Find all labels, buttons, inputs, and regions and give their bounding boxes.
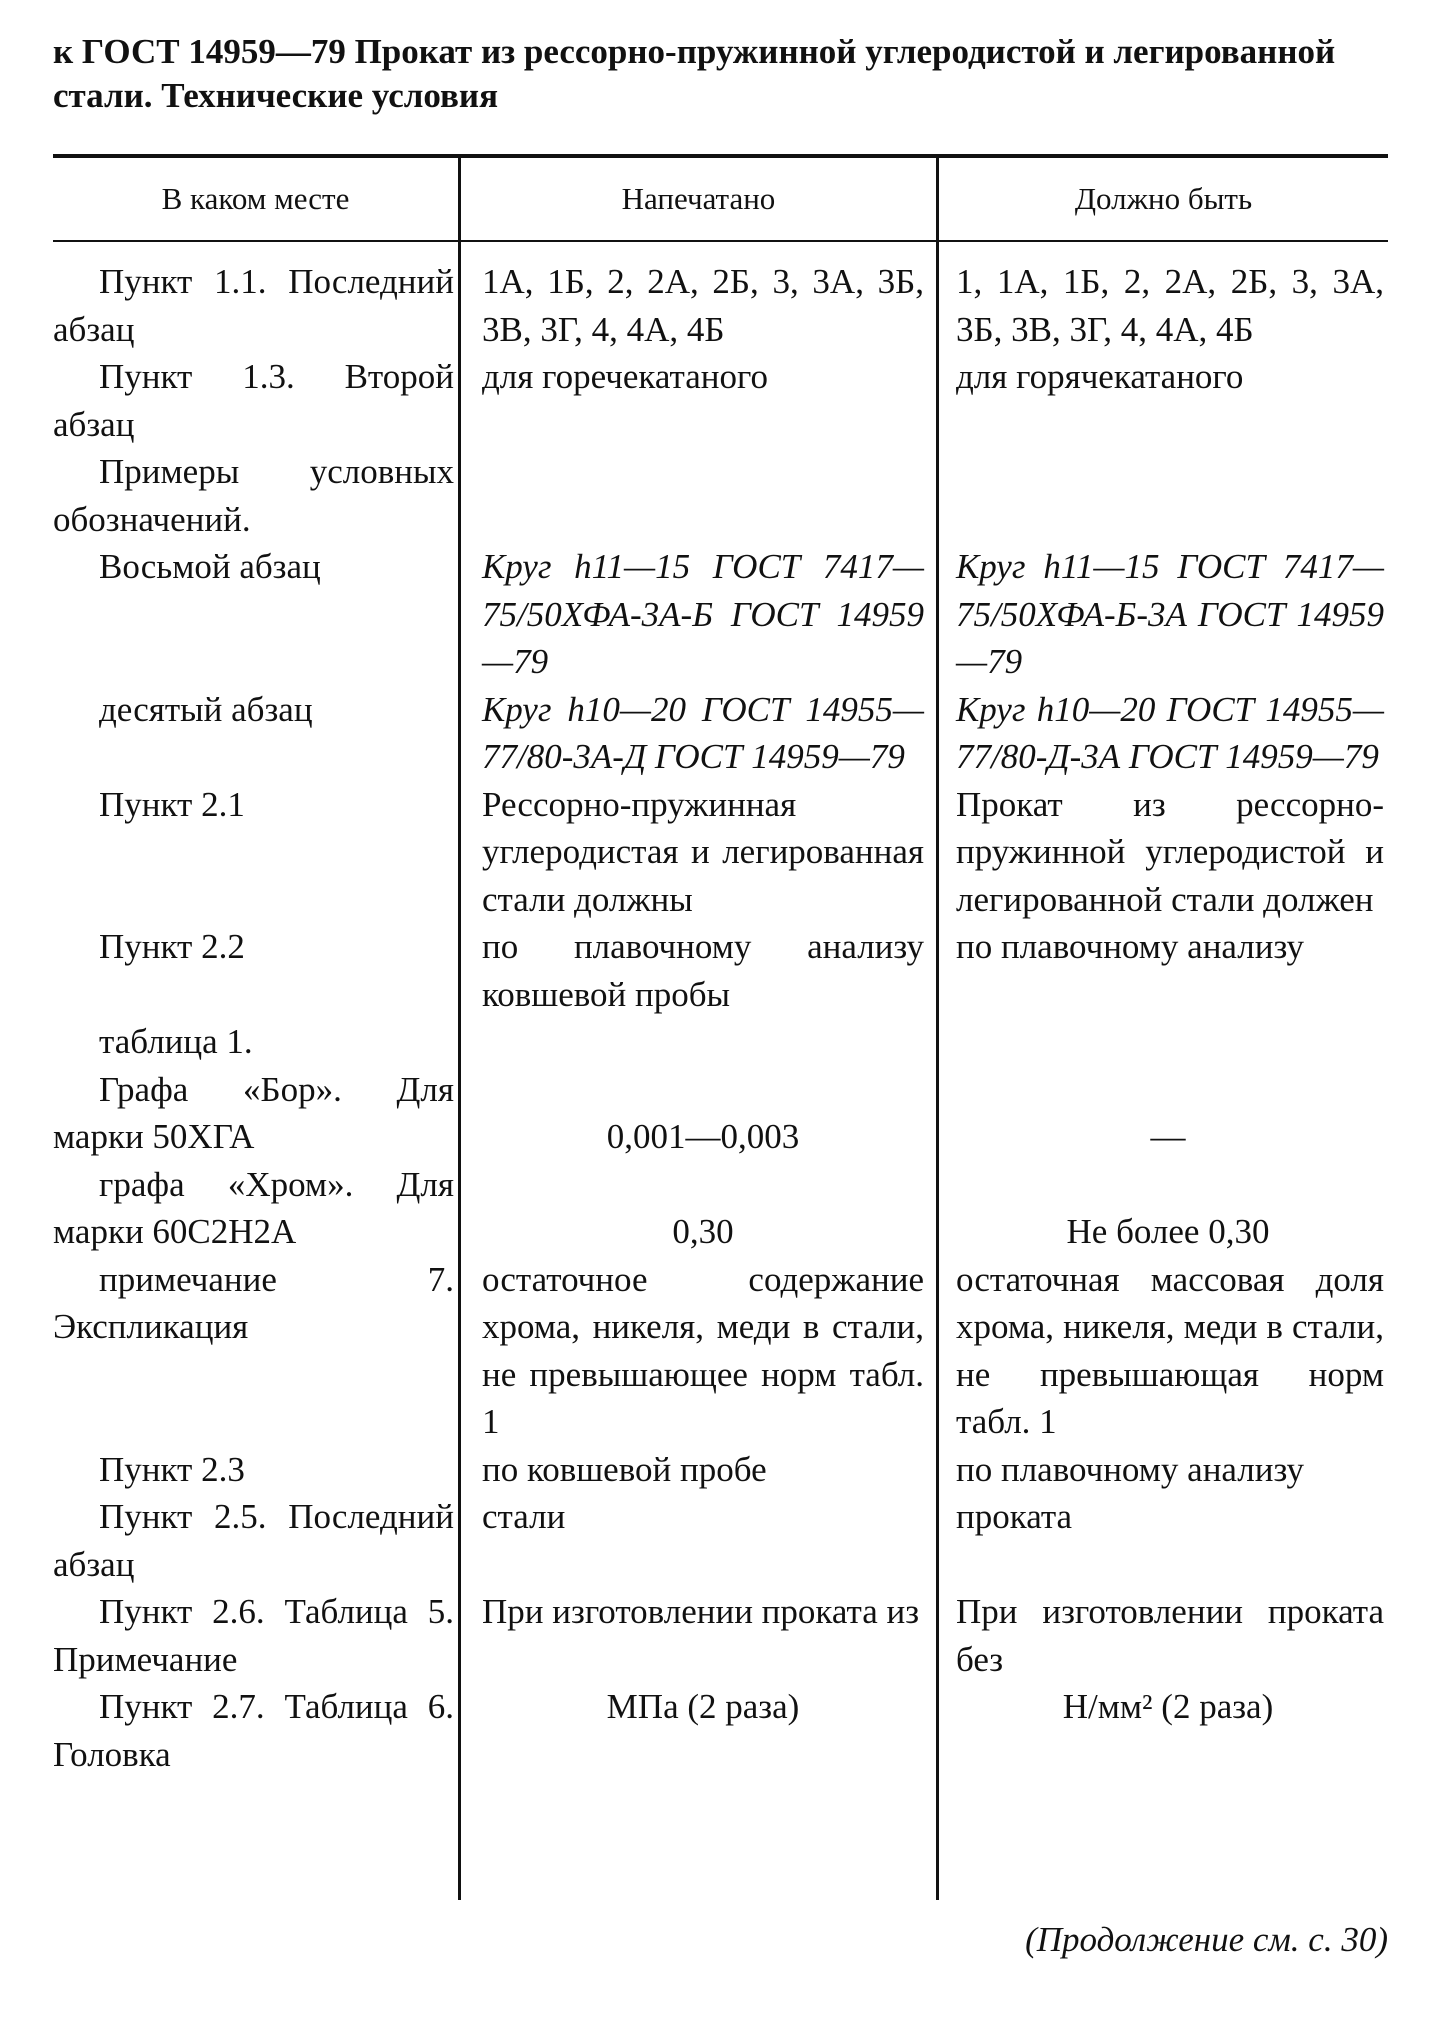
- table-row: [53, 1018, 1388, 1066]
- printed-cell: Круг h11—15 ГОСТ 7417—75/50ХФА-3А-Б ГОСТ 14959—79: [482, 547, 924, 681]
- should-be-cell: Не более 0,30: [1066, 1212, 1270, 1251]
- table-row: [53, 448, 1388, 543]
- should-be-cell: проката: [956, 1497, 1073, 1536]
- table-row: [53, 1683, 1388, 1778]
- place-cell: десятый абзац: [99, 689, 313, 729]
- printed-cell: При изготовлении проката из: [482, 1592, 920, 1631]
- place-cell: примечание 7. Экспликация: [53, 1259, 454, 1346]
- table-row: [53, 686, 1388, 781]
- should-be-cell: для горячекатаного: [956, 357, 1244, 396]
- place-cell: Пункт 2.2: [99, 927, 245, 966]
- should-be-cell: При изготовлении проката без: [956, 1592, 1384, 1679]
- should-be-cell: по плавочному анализу: [956, 927, 1305, 966]
- header-should-be: Должно быть: [1074, 181, 1253, 216]
- table-row: [53, 1493, 1388, 1588]
- should-be-cell: Н/мм² (2 раза): [1062, 1687, 1274, 1726]
- place-cell: таблица 1.: [99, 1022, 253, 1061]
- printed-cell: [458, 1018, 936, 1066]
- should-be-cell: Круг h11—15 ГОСТ 7417—75/50ХФА-Б-3А ГОСТ 14959—79: [956, 547, 1384, 681]
- printed-cell: по плавочному анализу ковшевой пробы: [482, 927, 924, 1014]
- header-printed: Напечатано: [621, 181, 776, 216]
- table-row: [53, 353, 1388, 448]
- should-be-cell: [936, 1018, 1388, 1066]
- place-cell: Пункт 2.5. Последний абзац: [53, 1497, 454, 1584]
- place-cell: Пункт 1.1. Последний абзац: [53, 262, 454, 349]
- place-cell: Графа «Бор». Для марки 50ХГА: [53, 1069, 454, 1156]
- printed-cell: Рессорно-пружинная углеродистая и легированная стали должны: [482, 784, 924, 919]
- place-cell: Пункт 1.3. Второй абзац: [53, 357, 454, 444]
- place-cell: графа «Хром». Для марки 60С2Н2А: [53, 1164, 454, 1251]
- printed-cell: 0,30: [672, 1212, 734, 1251]
- should-be-cell: Круг h10—20 ГОСТ 14955—77/80-Д-3А ГОСТ 14959—79: [956, 689, 1384, 776]
- printed-cell: 1А, 1Б, 2, 2А, 2Б, 3, 3А, 3Б, 3В, 3Г, 4, 4А, 4Б: [482, 262, 924, 349]
- place-cell: Пункт 2.7. Таблица 6. Головка: [53, 1687, 454, 1774]
- should-be-cell: по плавочному анализу: [956, 1449, 1305, 1489]
- continuation-note: (Продолжение см. с. 30): [1025, 1920, 1388, 1959]
- should-be-cell: [936, 448, 1388, 543]
- printed-cell: для горечекатаного: [482, 357, 768, 396]
- table-row: [53, 1256, 1388, 1446]
- printed-cell: 0,001—0,003: [606, 1117, 800, 1156]
- should-be-cell: —: [1150, 1117, 1186, 1156]
- printed-cell: стали: [482, 1497, 566, 1536]
- header-rule: [53, 240, 1388, 242]
- place-cell: Примеры условных обозначений.: [53, 452, 454, 539]
- table-row: [53, 923, 1388, 1018]
- table-row: [53, 543, 1388, 686]
- document-title: к ГОСТ 14959—79 Прокат из рессорно-пружинной углеродистой и легированной стали. Технические условия: [53, 32, 1336, 115]
- header-place: В каком месте: [161, 181, 350, 216]
- place-cell: Пункт 2.6. Таблица 5. Примечание: [53, 1592, 454, 1679]
- place-cell: Восьмой абзац: [99, 547, 321, 586]
- table-row: [53, 1066, 1388, 1161]
- should-be-cell: 1, 1А, 1Б, 2, 2А, 2Б, 3, 3А, 3Б, 3В, 3Г, 4, 4А, 4Б: [956, 262, 1384, 349]
- printed-cell: по ковшевой пробе: [482, 1449, 767, 1489]
- table-row: [53, 1446, 1388, 1494]
- table-row: [53, 1161, 1388, 1256]
- table-row: [53, 258, 1388, 353]
- place-cell: Пункт 2.3: [99, 1449, 245, 1489]
- table-row: [53, 1588, 1388, 1683]
- printed-cell: [458, 448, 936, 543]
- should-be-cell: Прокат из рессорно-пружинной углеродистой и легированной стали должен: [956, 784, 1384, 919]
- errata-table: [53, 258, 1388, 1778]
- table-row: [53, 781, 1388, 924]
- printed-cell: Круг h10—20 ГОСТ 14955—77/80-3А-Д ГОСТ 14959—79: [482, 689, 924, 776]
- place-cell: Пункт 2.1: [99, 784, 245, 824]
- printed-cell: остаточное содержание хрома, никеля, меди в стали, не превышающее норм табл. 1: [482, 1259, 924, 1441]
- should-be-cell: остаточная массовая доля хрома, никеля, меди в стали, не превышающая норм табл. 1: [956, 1259, 1384, 1441]
- printed-cell: МПа (2 раза): [606, 1687, 800, 1726]
